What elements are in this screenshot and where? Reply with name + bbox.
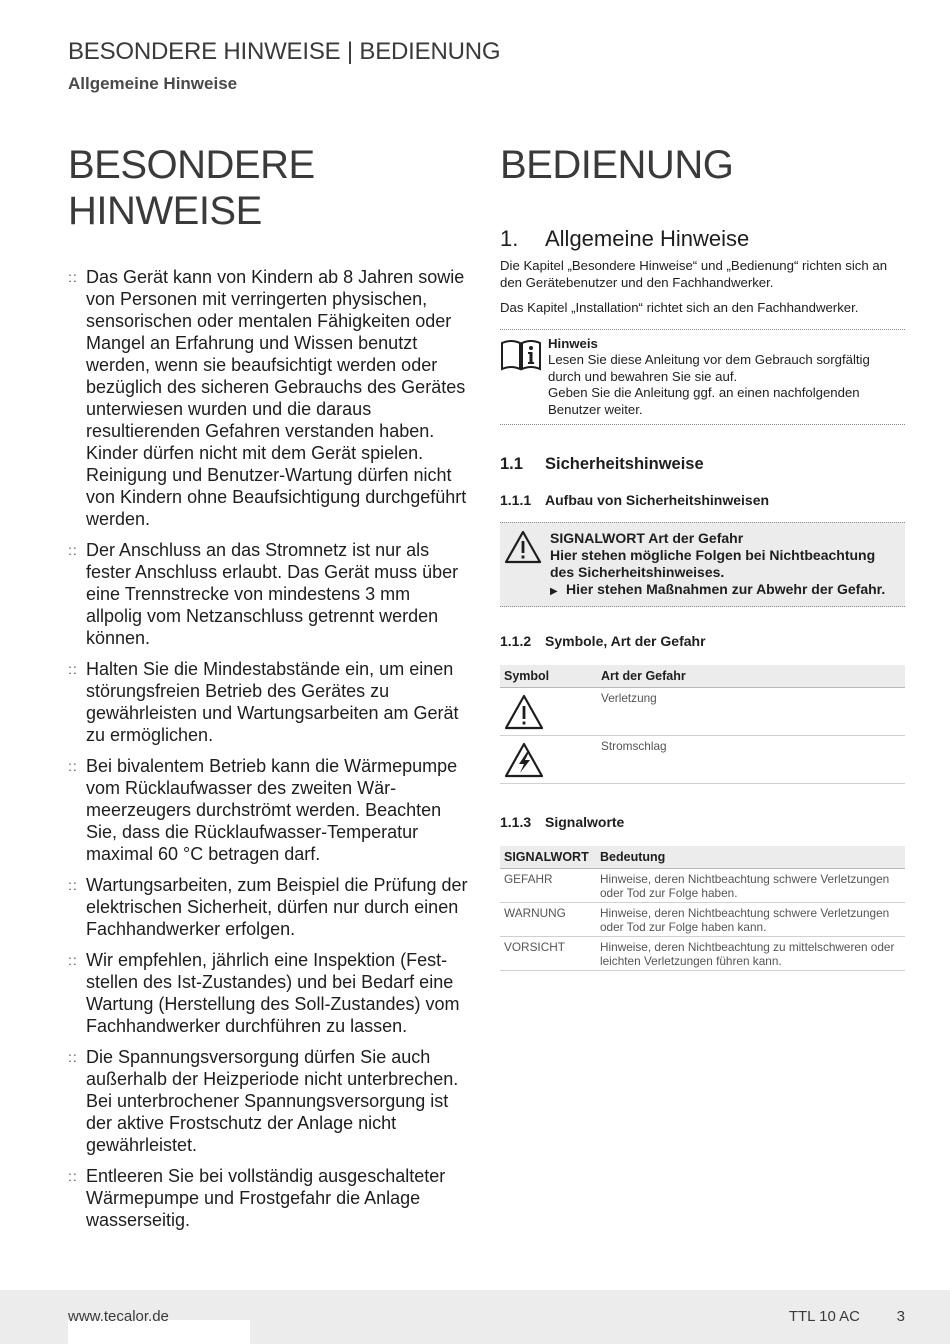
- page-number: 3: [896, 1308, 905, 1325]
- list-item: :: Bei bivalentem Betrieb kann die Wärmepumpe vom Rücklaufwasser des zweiten Wärmeerzeugers durchströmt werden. Beachten Sie, dass die Rücklaufwasser-Temperatur maximal 60 °C betragen darf.: [68, 756, 458, 864]
- title-line-2: HINWEISE: [68, 189, 262, 233]
- signal-meaning: Hinweise, deren Nichtbeachtung zu mittelschweren oder leichten Verletzungen führen kann.: [596, 937, 905, 971]
- note-line-1: Lesen Sie diese Anleitung vor dem Gebrauch sorgfältig durch und bewahren Sie sie auf.: [548, 352, 870, 384]
- arrow-right-icon: ▶: [550, 586, 558, 597]
- table-header: Symbol: [500, 665, 597, 688]
- running-subtitle: Allgemeine Hinweise: [68, 74, 238, 93]
- danger-type-label: Stromschlag: [597, 736, 905, 784]
- table-header: Bedeutung: [596, 846, 905, 869]
- list-item: :: Das Gerät kann von Kindern ab 8 Jahren sowie von Personen mit verringerten physischen, sensorischen oder mentalen Fähigkeiten oder Mangel an Erfahrung und Wissen benutzt werden, wenn sie beaufsichtigt werden oder bezüglich des sicheren Gebrauchs des Gerätes unterwiesen wurden und die daraus resultierenden Gefahren verstanden haben. Kinder dürfen nicht mit dem Gerät spielen. Reinigung und Benutzer-Wartung dürfen nicht von Kindern ohne Beaufsichtigung durchgeführt werden.: [68, 267, 467, 529]
- signal-word: WARNUNG: [500, 903, 596, 937]
- list-item: :: Wir empfehlen, jährlich eine Inspektion (Feststellen des Ist-Zustandes) und bei Bedarf eine Wartung (Herstellung des Soll-Zustandes) vom Fachhandwerker durchführen zu lassen.: [68, 950, 460, 1036]
- intro-paragraph-1: Die Kapitel „Besondere Hinweise“ und „Bedienung“ richten sich an den Gerätebenutzer und den Fachhandwerker.: [500, 258, 888, 290]
- section-1-1-heading: 1.1 Sicherheitshinweise: [500, 455, 704, 473]
- website-url: www.tecalor.de: [68, 1308, 169, 1325]
- list-item: :: Die Spannungsversorgung dürfen Sie auch außerhalb der Heizperiode nicht unterbrechen. Bei unterbrochener Spannungsversorgung ist der aktive Frostschutz der Anlage nicht gewährleistet.: [68, 1047, 459, 1155]
- table-row: [500, 736, 905, 784]
- signal-meaning: Hinweise, deren Nichtbeachtung schwere Verletzungen oder Tod zur Folge haben kann.: [596, 903, 905, 937]
- intro-paragraph-2: Das Kapitel „Installation“ richtet sich an den Fachhandwerker.: [500, 300, 859, 315]
- table-row: [500, 937, 905, 971]
- signal-word: VORSICHT: [500, 937, 596, 971]
- warning-triangle-icon: [500, 530, 550, 600]
- warning-example-box: [500, 522, 905, 607]
- running-header: [68, 38, 500, 94]
- section-1-1-1-heading: 1.1.1 Aufbau von Sicherheitshinweisen: [500, 492, 770, 508]
- symbol-table: [500, 665, 905, 784]
- list-item: :: Halten Sie die Mindestabstände ein, um einen störungsfreien Betrieb des Gerätes zu gewährleisten und Wartungsarbeiten am Gerät zu ermöglichen.: [68, 659, 459, 745]
- table-header: Art der Gefahr: [597, 665, 905, 688]
- note-title: Hinweis: [548, 335, 598, 351]
- section-1-1-3-heading: 1.1.3 Signalworte: [500, 814, 625, 830]
- signal-word: GEFAHR: [500, 869, 596, 903]
- section-1-1-2-heading: 1.1.2 Symbole, Art der Gefahr: [500, 633, 706, 649]
- safety-notes-list: [68, 266, 468, 1231]
- special-notes-title: [68, 142, 468, 234]
- list-item: :: Der Anschluss an das Stromnetz ist nur als fester Anschluss erlaubt. Das Gerät muss über eine Trennstrecke von mindestens 3 mm allpolig vom Netzanschluss getrennt werden können.: [68, 540, 459, 648]
- list-item: :: Entleeren Sie bei vollständig ausgeschalteter Wärmepumpe und Frostgefahr die Anlage wasserseitig.: [68, 1166, 446, 1230]
- signal-word-table: [500, 846, 905, 971]
- consequence-line: Hier stehen mögliche Folgen bei Nichtbeachtung des Sicherheitshinweises.: [550, 547, 876, 580]
- table-header: SIGNALWORT: [500, 846, 596, 869]
- table-row: [500, 903, 905, 937]
- signal-meaning: Hinweise, deren Nichtbeachtung schwere Verletzungen oder Tod zur Folge haben.: [596, 869, 905, 903]
- model-name: TTL 10 AC: [788, 1308, 860, 1325]
- table-row: [500, 869, 905, 903]
- electric-shock-icon: [504, 767, 544, 781]
- book-info-icon: [500, 336, 548, 419]
- title-line-1: BESONDERE: [68, 143, 315, 187]
- left-column: [68, 142, 468, 1240]
- list-item: :: Wartungsarbeiten, zum Beispiel die Prüfung der elektrischen Sicherheit, dürfen nur durch einen Fachhandwerker erfolgen.: [68, 875, 468, 939]
- page-footer: [0, 1290, 950, 1344]
- danger-type-label: Verletzung: [597, 688, 905, 736]
- section-1-heading: 1. Allgemeine Hinweise: [500, 226, 750, 251]
- measure-line: ▶ Hier stehen Maßnahmen zur Abwehr der Gefahr.: [550, 581, 899, 600]
- operation-title: BEDIENUNG: [500, 143, 734, 187]
- right-column: [500, 142, 905, 971]
- running-title: BESONDERE HINWEISE | BEDIENUNG: [68, 38, 501, 65]
- table-row: [500, 688, 905, 736]
- signal-word-line: SIGNALWORT Art der Gefahr: [550, 530, 744, 546]
- note-box: [500, 329, 905, 426]
- note-line-2: Geben Sie die Anleitung ggf. an einen nachfolgenden Benutzer weiter.: [548, 385, 860, 417]
- warning-triangle-icon: [504, 719, 544, 733]
